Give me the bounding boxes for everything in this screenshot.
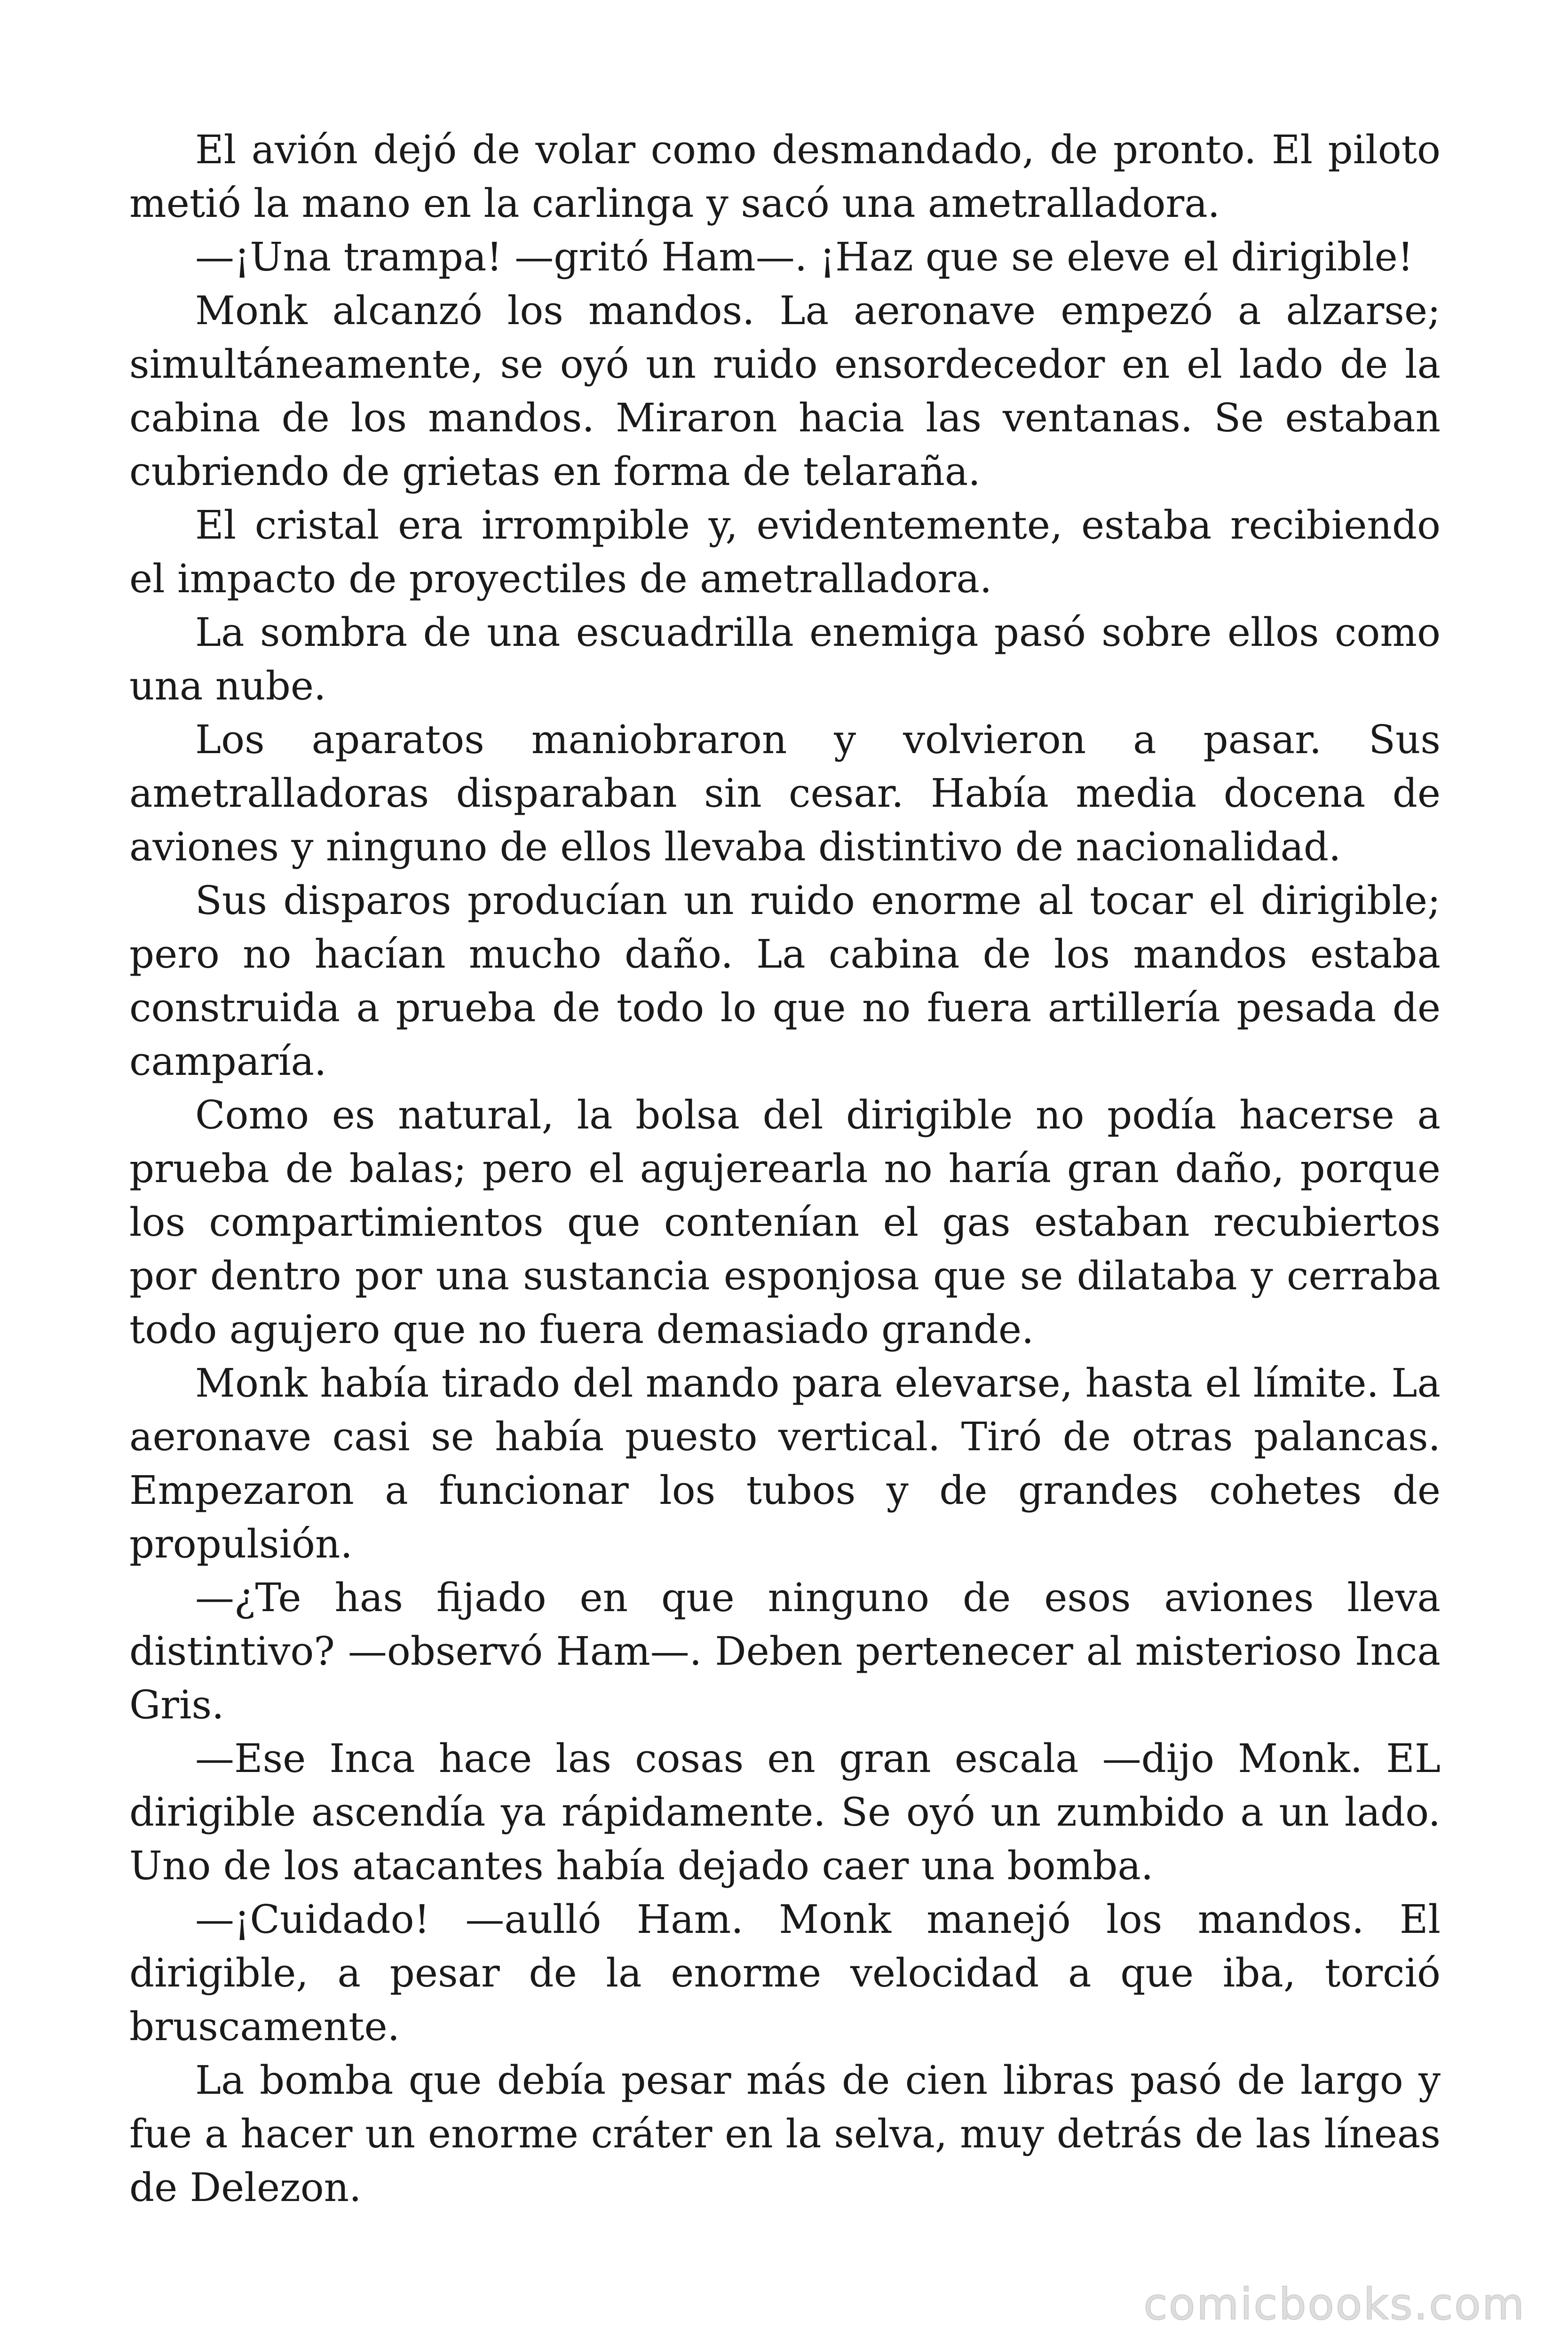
- paragraph-11: —Ese Inca hace las cosas en gran escala —dijo Monk. EL dirigible ascendía ya rápidamente. Se oyó un zumbido a un lado. Uno de los atacantes había dejado caer una bomba.: [129, 1736, 1441, 1889]
- paragraph-7: Sus disparos producían un ruido enorme al tocar el dirigible; pero no hacían mucho daño. La cabina de los mandos estaba construida a prueba de todo lo que no fuera artillería pesada de camparía.: [129, 878, 1441, 1084]
- watermark: comicbooks.com: [1143, 2279, 1526, 2329]
- paragraph-6: Los aparatos maniobraron y volvieron a pasar. Sus ametralladoras disparaban sin cesar. Había media docena de aviones y ninguno de ellos llevaba distintivo de nacionalidad.: [129, 717, 1441, 870]
- paragraph-8: Como es natural, la bolsa del dirigible no podía hacerse a prueba de balas; pero el agujerearla no haría gran daño, porque los compartimientos que contenían el gas estaban recubiertos por dentro por una sustancia esponjosa que se dilataba y cerraba todo agujero que no fuera demasiado grande.: [129, 1092, 1441, 1352]
- paragraph-4: El cristal era irrompible y, evidentemente, estaba recibiendo el impacto de proyectiles de ametralladora.: [129, 502, 1441, 602]
- paragraph-1: El avión dejó de volar como desmandado, de pronto. El piloto metió la mano en la carlinga y sacó una ametralladora.: [129, 127, 1441, 226]
- paragraph-10: —¿Te has fijado en que ninguno de esos aviones lleva distintivo? —observó Ham—. Deben pertenecer al misterioso Inca Gris.: [129, 1575, 1441, 1728]
- page-body: [129, 123, 1441, 2215]
- paragraph-5: La sombra de una escuadrilla enemiga pasó sobre ellos como una nube.: [129, 610, 1441, 709]
- paragraph-3: Monk alcanzó los mandos. La aeronave empezó a alzarse; simultáneamente, se oyó un ruido ensordecedor en el lado de la cabina de los mandos. Miraron hacia las ventanas. Se estaban cubriendo de grietas en forma de telaraña.: [129, 288, 1441, 494]
- paragraph-13: La bomba que debía pesar más de cien libras pasó de largo y fue a hacer un enorme cráter en la selva, muy detrás de las líneas de Delezon.: [129, 2058, 1441, 2210]
- paragraph-12: —¡Cuidado! —aulló Ham. Monk manejó los mandos. El dirigible, a pesar de la enorme velocidad a que iba, torció bruscamente.: [129, 1897, 1441, 2050]
- paragraph-2: —¡Una trampa! —gritó Ham—. ¡Haz que se eleve el dirigible!: [195, 234, 1414, 280]
- paragraph-9: Monk había tirado del mando para elevarse, hasta el límite. La aeronave casi se había puesto vertical. Tiró de otras palancas. Empezaron a funcionar los tubos y de grandes cohetes de propulsión.: [129, 1360, 1441, 1567]
